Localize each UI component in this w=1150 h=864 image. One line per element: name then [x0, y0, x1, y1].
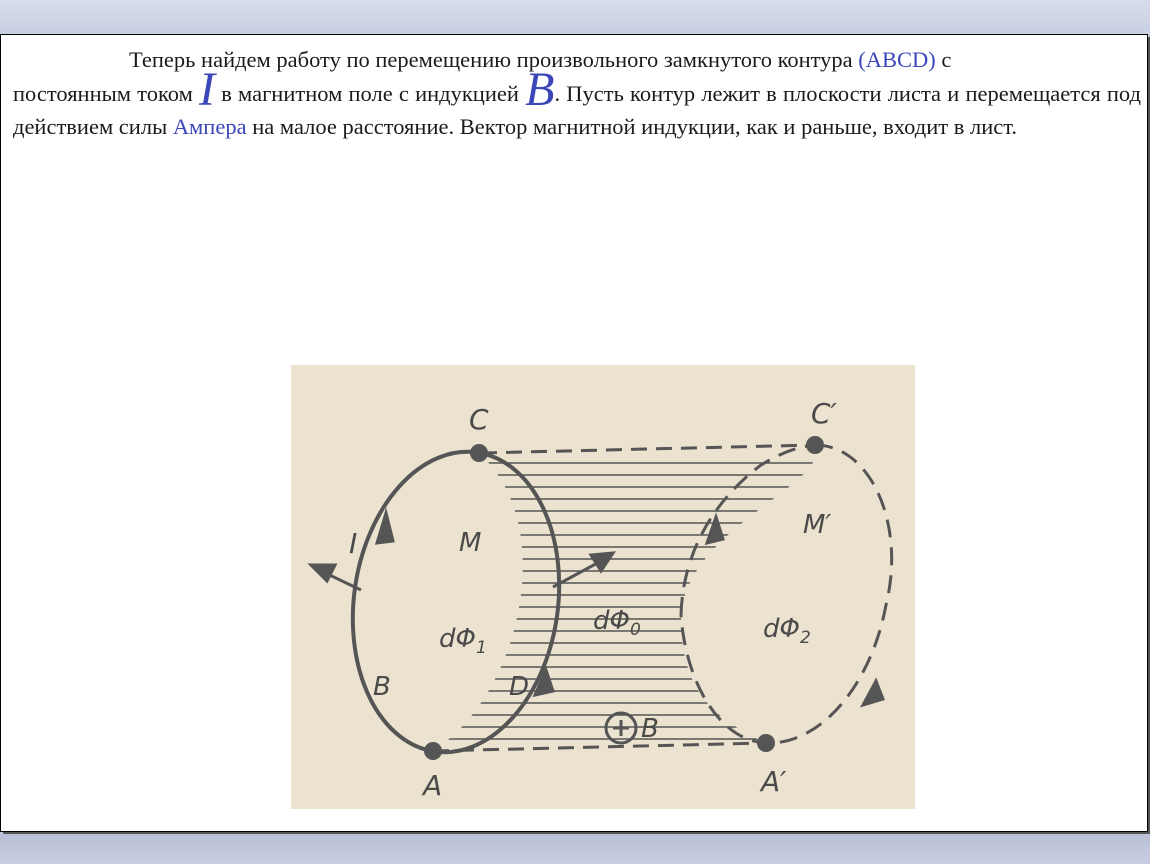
text-segment: с: [935, 47, 952, 72]
slide: [0, 34, 1148, 832]
label-dphi1: $d\Phi_1$: [439, 624, 487, 658]
label-m: M: [459, 528, 482, 558]
symbol-current: I: [199, 63, 215, 116]
label-a-prime: A′: [761, 765, 787, 798]
contour-arrow-right: [863, 681, 883, 705]
point-a-prime: [757, 734, 775, 752]
paragraph: [13, 43, 1141, 143]
ampere-link[interactable]: Ампера: [172, 114, 247, 139]
text-segment: . Пусть контур лежит в плоскости листа и перемещается под действием силы: [13, 81, 1141, 139]
contour-diagram: [291, 365, 915, 809]
text-line-1: [13, 43, 1141, 76]
label-dphi0: $d\Phi_0$: [593, 606, 641, 640]
force-left-head: [311, 565, 335, 581]
text-segment: в магнитном поле с индукцией: [215, 81, 526, 106]
label-c-prime: C′: [811, 397, 837, 430]
label-m-prime: M′: [803, 510, 832, 540]
bottom-bar: [0, 834, 1150, 864]
text-segment: на малое расстояние. Вектор магнитной индукции, как и раньше, входит в лист.: [246, 114, 1018, 139]
point-c-prime: [806, 436, 824, 454]
diagram-svg: [291, 365, 915, 809]
point-c: [470, 444, 488, 462]
dashed-top-line: [481, 445, 815, 453]
force-right-head: [591, 553, 613, 571]
label-c: C: [469, 403, 489, 436]
label-induction-b: B: [641, 714, 659, 744]
contour-shifted: [681, 445, 892, 743]
point-a: [424, 742, 442, 760]
label-d: D: [509, 672, 530, 702]
contour-shifted-left: [681, 445, 815, 615]
symbol-induction: B: [525, 63, 555, 116]
dashed-bottom-line: [433, 743, 766, 751]
label-dphi2: $d\Phi_2$: [763, 614, 811, 648]
text-segment: постоянным током: [13, 81, 200, 106]
contour-name: (ABCD): [858, 47, 936, 72]
label-a: A: [423, 769, 443, 802]
text-segment: Теперь найдем работу по перемещению произвольного замкнутого контура: [129, 47, 859, 72]
label-i: I: [349, 527, 358, 560]
label-b: B: [373, 672, 391, 702]
